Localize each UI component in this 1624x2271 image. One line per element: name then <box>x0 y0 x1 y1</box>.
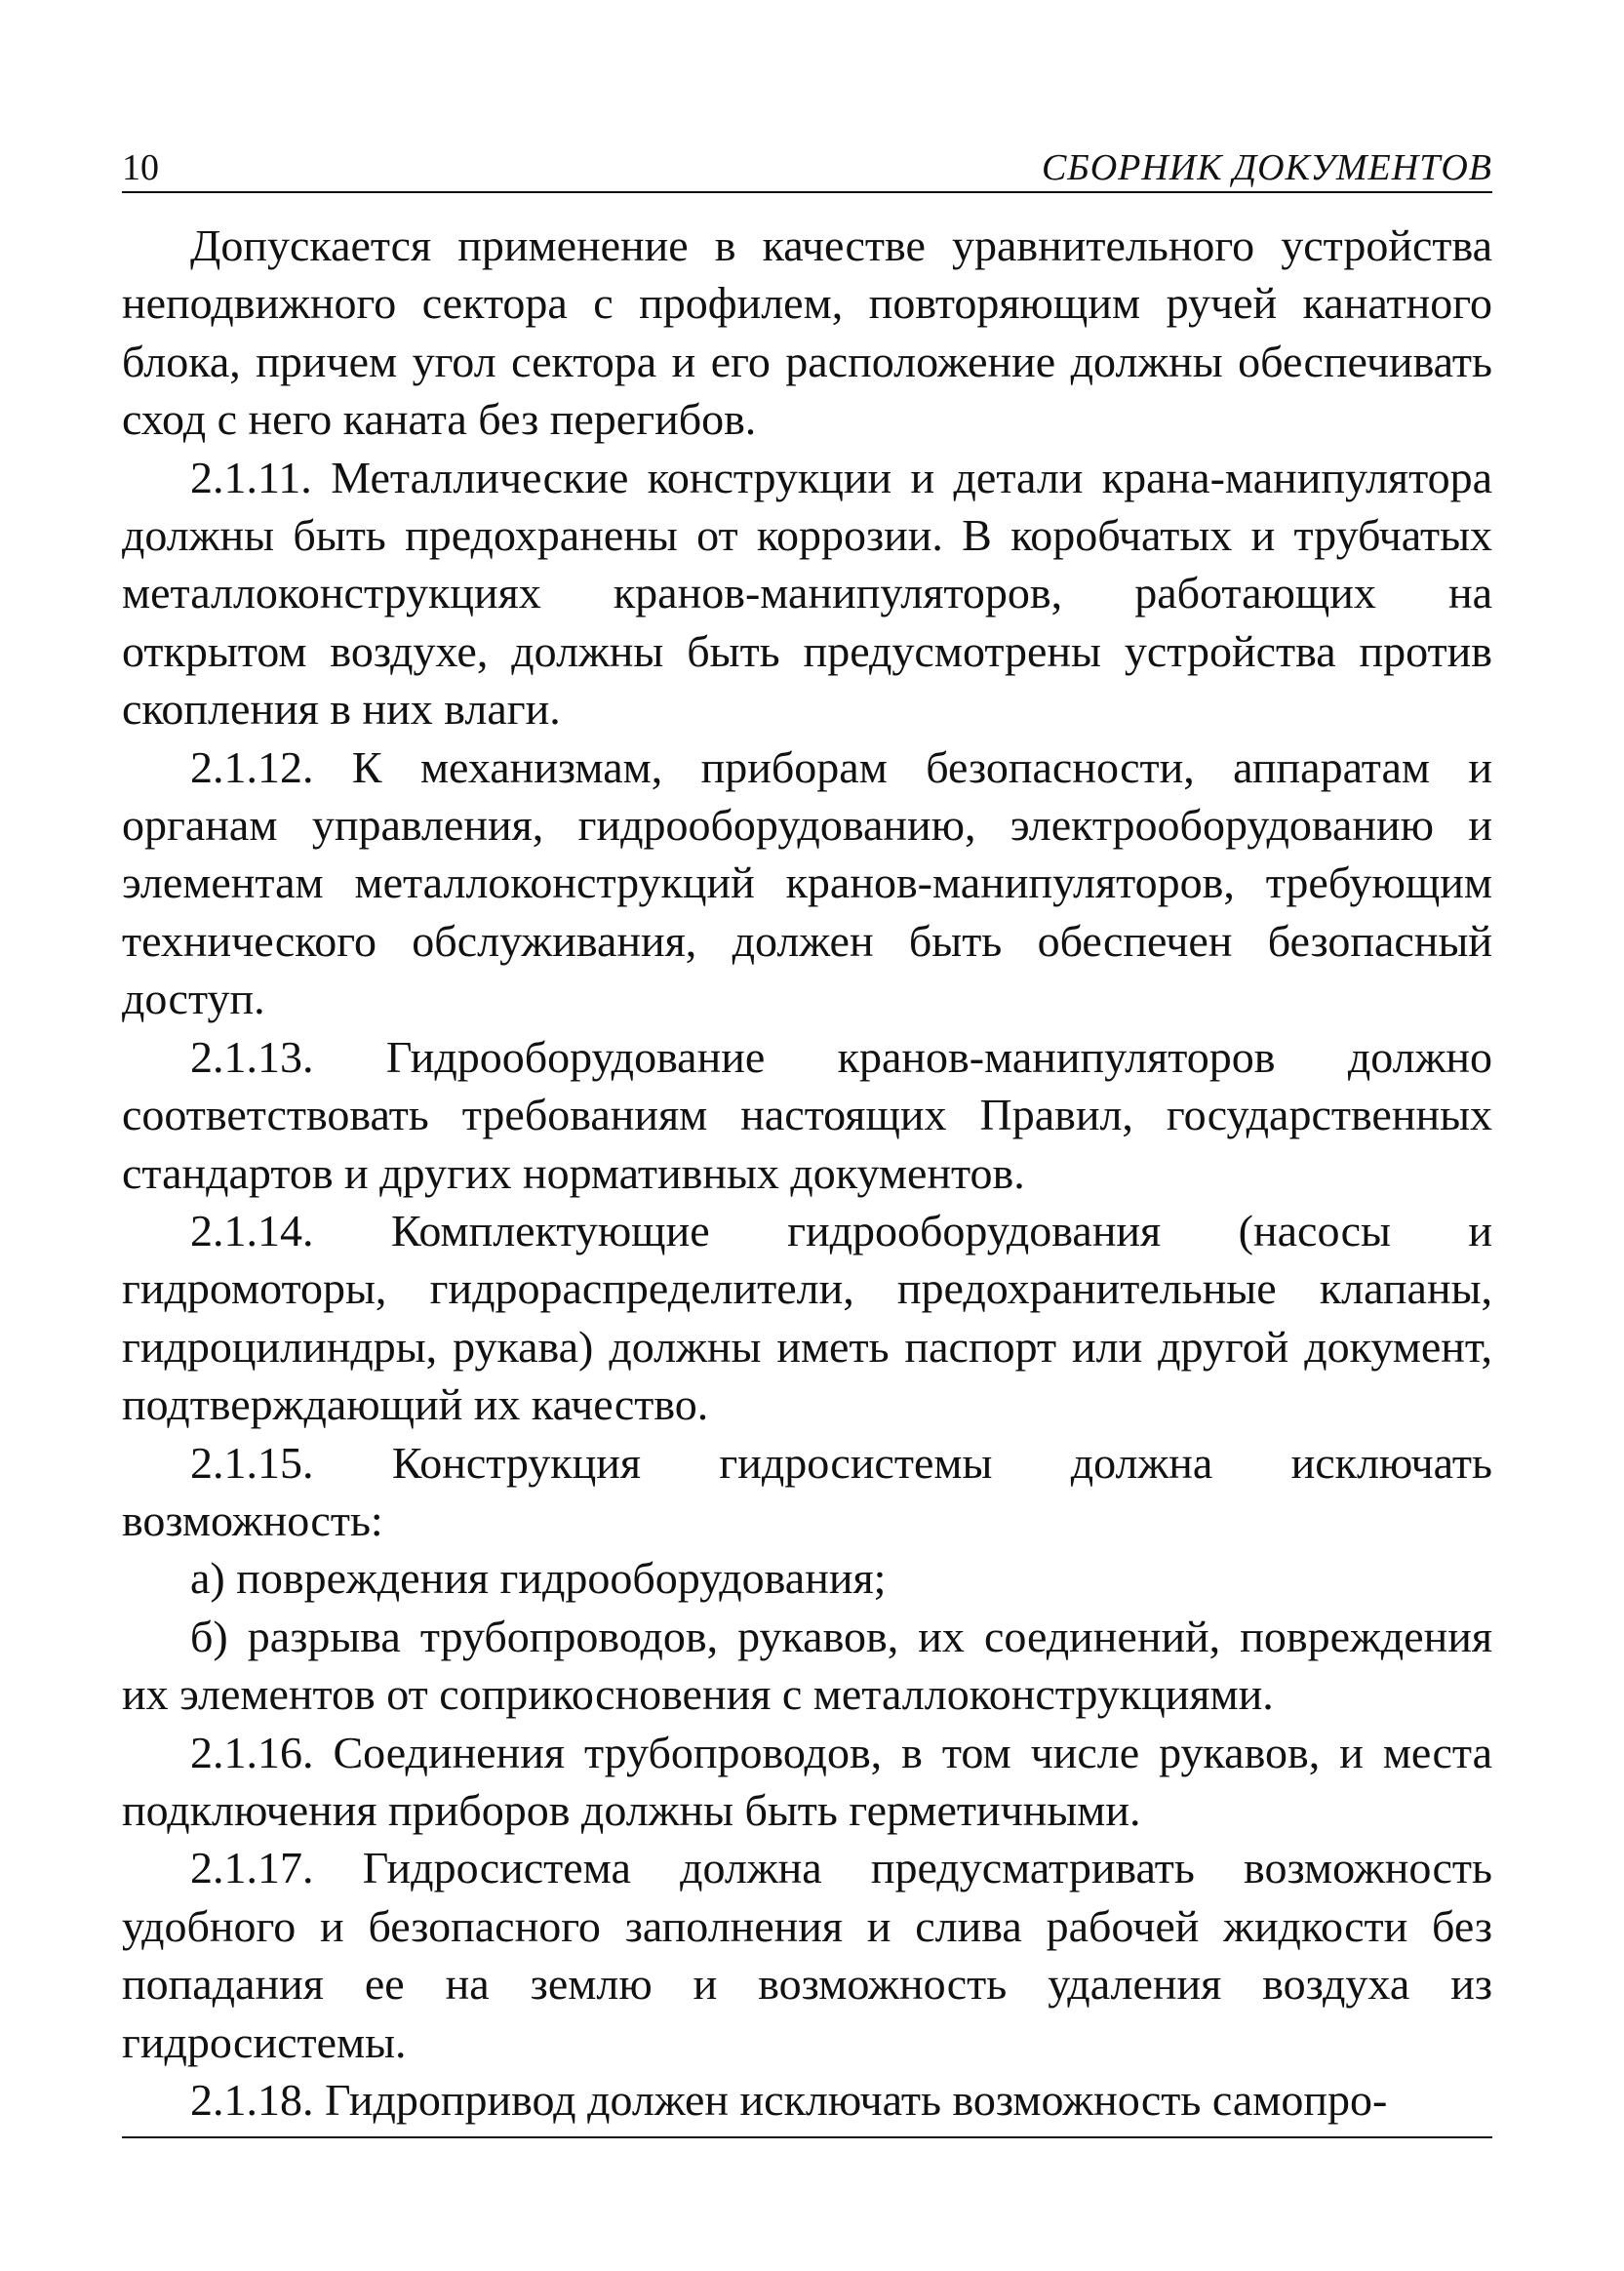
paragraph-2-1-18: 2.1.18. Гидропривод должен исключать возможность самопро- <box>190 2075 1388 2125</box>
paragraph-equalizer-sector: Допускается применение в качестве уравнительного устройства неподвижного сектора с профилем, повторяющим ручей канатного блока, причем угол сектора и его расположение должны обеспечивать сход с него каната без перегибов. <box>122 220 1492 445</box>
paragraph-2-1-13: 2.1.13. Гидрооборудование кранов-манипуляторов должно соответствовать требованиям настоящих Правил, государственных стандартов и других нормативных документов. <box>122 1031 1492 1198</box>
paragraph-2-1-12: 2.1.12. К механизмам, приборам безопасности, аппаратам и органам управления, гидрооборудованию, электрооборудованию и элементам металлоконструкций кранов-манипуляторов, требующим технического обслуживания, должен быть обеспечен безопасный доступ. <box>122 741 1492 1024</box>
paragraph-2-1-11: 2.1.11. Металлические конструкции и детали крана-манипулятора должны быть предохранены от коррозии. В коробчатых и трубчатых металлоконструкциях кранов-манипуляторов, работающих на открытом воздухе, должны быть предусмотрены устройства против скопления в них влаги. <box>122 452 1492 735</box>
paragraph-2-1-16: 2.1.16. Соединения трубопроводов, в том числе рукавов, и места подключения приборов должны быть герметичными. <box>122 1727 1492 1835</box>
running-head: СБОРНИК ДОКУМЕНТОВ <box>1041 147 1492 188</box>
body-text <box>122 217 1492 2129</box>
list-item-a: а) повреждения гидрооборудования; <box>190 1553 887 1604</box>
page-header <box>122 146 1492 193</box>
footer-rule <box>122 2136 1492 2138</box>
paragraph-2-1-14: 2.1.14. Комплектующие гидрооборудования (насосы и гидромоторы, гидрораспределители, предохранительные клапаны, гидроцилиндры, рукава) должны иметь паспорт или другой документ, подтверждающий их качество. <box>122 1205 1492 1430</box>
paragraph-2-1-17: 2.1.17. Гидросистема должна предусматривать возможность удобного и безопасного заполнения и слива рабочей жидкости без попадания ее на землю и возможность удаления воздуха из гидросистемы. <box>122 1843 1492 2067</box>
paragraph-2-1-15: 2.1.15. Конструкция гидросистемы должна исключать возможность: <box>122 1437 1492 1545</box>
list-item-b: б) разрыва трубопроводов, рукавов, их соединений, повреждения их элементов от соприкосновения с металлоконструкциями. <box>122 1611 1492 1720</box>
page-number: 10 <box>122 147 159 188</box>
